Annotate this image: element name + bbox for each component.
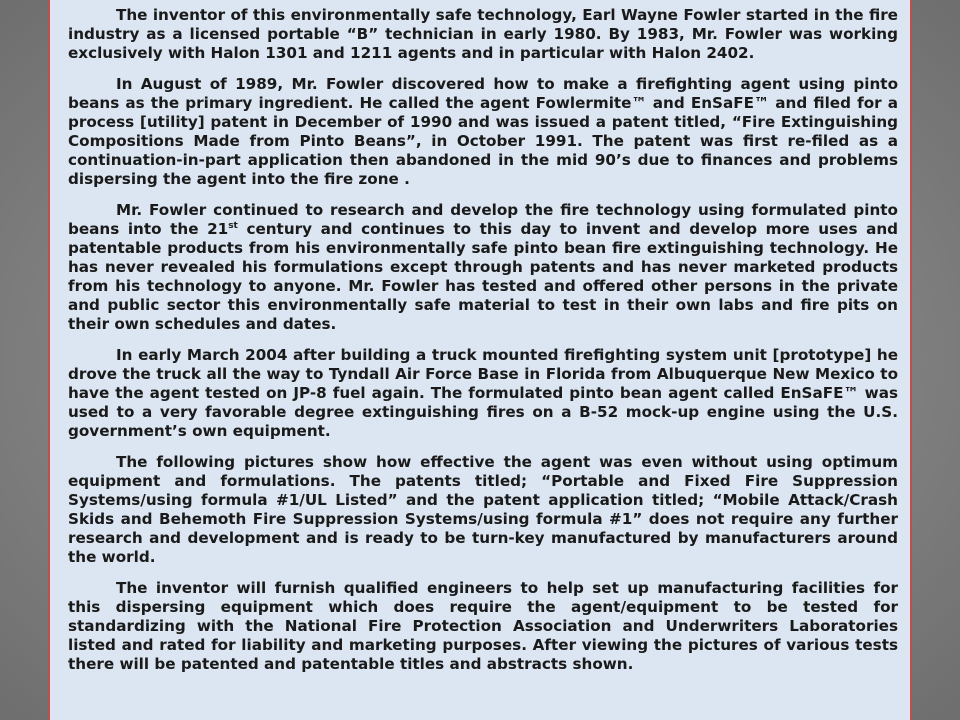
paragraph-pinto-bean-discovery: In August of 1989, Mr. Fowler discovered how to make a firefighting agent using pinto beans as the primary ingredient. He called the agent Fowlermite™ and EnSaFE™ and filed for a process [utility] patent in December of 1990 and was issued a patent titled, “Fire Extinguishing Compositions Made from Pinto Beans”, in October 1991. The patent was first re-filed as a continuation-in-part application then abandoned in the mid 90’s due to finances and problems dispersing the agent into the fire zone . xyxy=(68,75,898,188)
paragraph-continued-research-start: Mr. Fowler continued to research and develop the fire technology using formulated pinto beans into the 21 xyxy=(68,201,898,238)
ordinal-suffix: st xyxy=(228,220,238,231)
paragraph-continued-research-end: century and continues to this day to invent and develop more uses and patentable products from his environmentally safe pinto bean fire extinguishing technology. He has never revealed his formulations except through patents and has never marketed products from his technology to anyone. Mr. Fowler has tested and offered other persons in the private and public sector this environmentally safe material to test in their own labs and fire pits on their own schedules and dates. xyxy=(68,220,898,333)
slide-text-panel xyxy=(48,0,912,720)
paragraph-inventor-background: The inventor of this environmentally safe technology, Earl Wayne Fowler started in the fire industry as a licensed portable “B” technician in early 1980. By 1983, Mr. Fowler was working exclusively with Halon 1301 and 1211 agents and in particular with Halon 2402. xyxy=(68,6,898,62)
paragraph-tyndall-test: In early March 2004 after building a truck mounted firefighting system unit [prototype] he drove the truck all the way to Tyndall Air Force Base in Florida from Albuquerque New Mexico to have the agent tested on JP-8 fuel again. The formulated pinto bean agent called EnSaFE™ was used to a very favorable degree extinguishing fires on a B-52 mock-up engine using the U.S. government’s own equipment. xyxy=(68,346,898,440)
paragraph-patents: The following pictures show how effective the agent was even without using optimum equipment and formulations. The patents titled; “Portable and Fixed Fire Suppression Systems/using formula #1/UL Listed” and the patent application titled; “Mobile Attack/Crash Skids and Behemoth Fire Suppression Systems/using formula #1” does not require any further research and development and is ready to be turn-key manufactured by manufacturers around the world. xyxy=(68,453,898,566)
paragraph-continued-research xyxy=(68,201,898,334)
paragraph-manufacturing: The inventor will furnish qualified engineers to help set up manufacturing facilities for this dispersing equipment which does require the agent/equipment to be tested for standardizing with the National Fire Protection Association and Underwriters Laboratories listed and rated for liability and marketing purposes. After viewing the pictures of various tests there will be patented and patentable titles and abstracts shown. xyxy=(68,579,898,673)
